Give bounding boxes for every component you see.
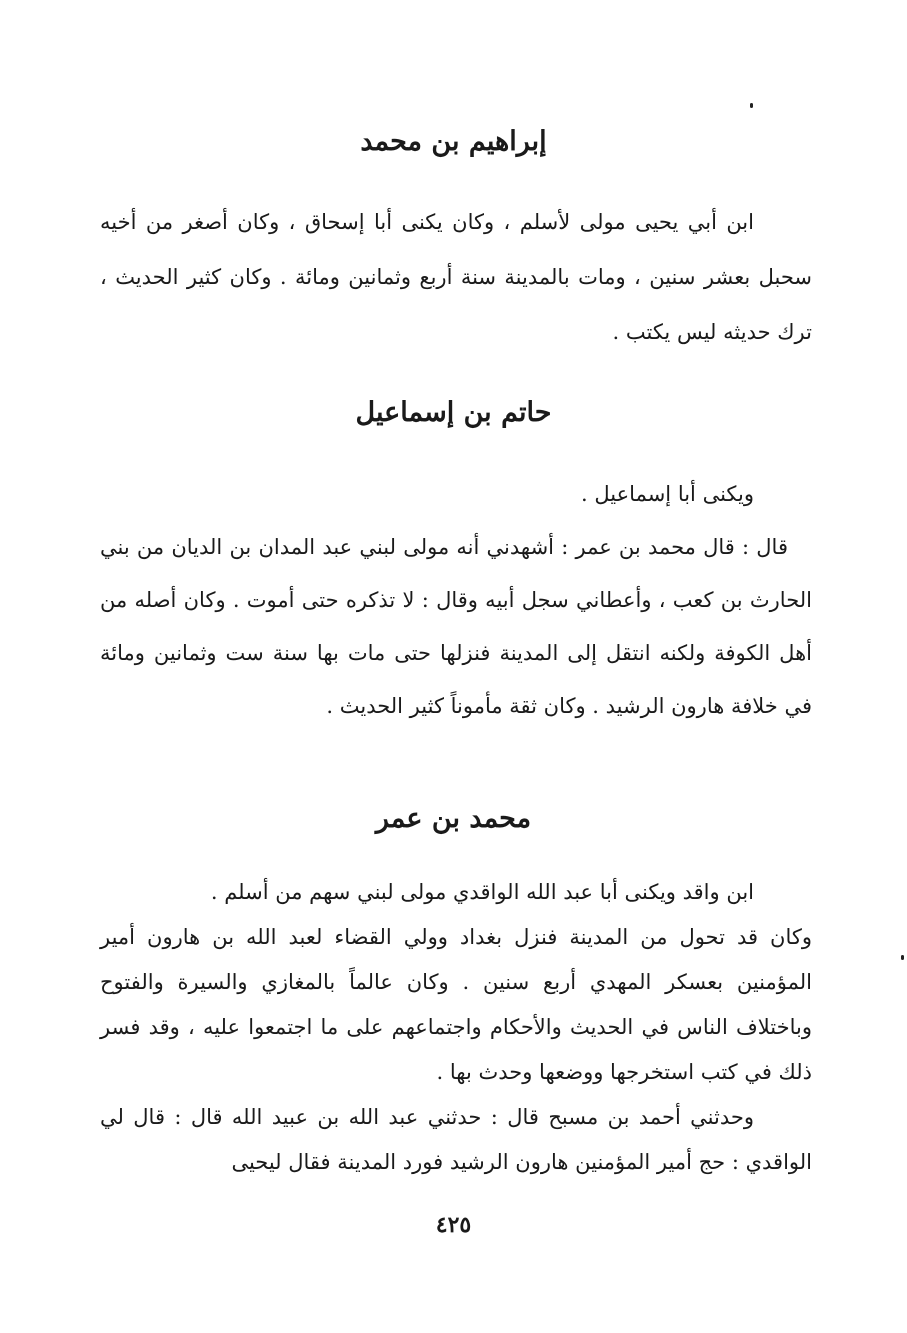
paragraph: وحدثني أحمد بن مسبح قال : حدثني عبد الله بن عبيد الله قال : قال لي الواقدي : حج أمير المؤمنين هارون الرشيد فورد المدينة فقال ليحيى bbox=[100, 1105, 812, 1174]
scan-speck bbox=[750, 103, 753, 108]
paragraph: وكان قد تحول من المدينة فنزل بغداد وولي القضاء لعبد الله بن هارون أمير المؤمنين بعسكر المهدي أربع سنين . وكان عالماً بالمغازي والسيرة والفتوح وباختلاف الناس في الحديث والأحكام واجتماعهم على ما اجتمعوا عليه ، وقد فسر ذلك في كتب استخرجها ووضعها وحدث بها . bbox=[100, 925, 812, 1084]
entry-body-ibrahim bbox=[100, 195, 812, 360]
paragraph: ويكنى أبا إسماعيل . bbox=[581, 482, 754, 506]
paragraph: ابن أبي يحيى مولى لأسلم ، وكان يكنى أبا إسحاق ، وكان أصغر من أخيه سحبل بعشر سنين ، ومات بالمدينة سنة أربع وثمانين ومائة . وكان كثير الحديث ، ترك حديثه ليس يكتب . bbox=[100, 210, 812, 344]
entry-heading-hatim: حاتم بن إسماعيل bbox=[355, 397, 552, 428]
page-number: ٤٢٥ bbox=[435, 1212, 472, 1238]
paragraph: ابن واقد ويكنى أبا عبد الله الواقدي مولى لبني سهم من أسلم . bbox=[210, 880, 754, 904]
entry-body-muhammad bbox=[100, 870, 812, 1185]
entry-heading-ibrahim: إبراهيم بن محمد bbox=[360, 126, 547, 157]
scan-speck bbox=[901, 955, 904, 960]
paragraph: قال : قال محمد بن عمر : أشهدني أنه مولى لبني عبد المدان بن الديان من بني الحارث بن كعب ، وأعطاني سجل أبيه وقال : لا تذكره حتى أموت . وكان أصله من أهل الكوفة ولكنه انتقل إلى المدينة فنزلها حتى مات بها سنة ست وثمانين ومائة في خلافة هارون الرشيد . وكان ثقة مأموناً كثير الحديث . bbox=[100, 535, 812, 718]
entry-body-hatim bbox=[100, 468, 812, 733]
entry-heading-muhammad: محمد بن عمر bbox=[375, 803, 532, 834]
